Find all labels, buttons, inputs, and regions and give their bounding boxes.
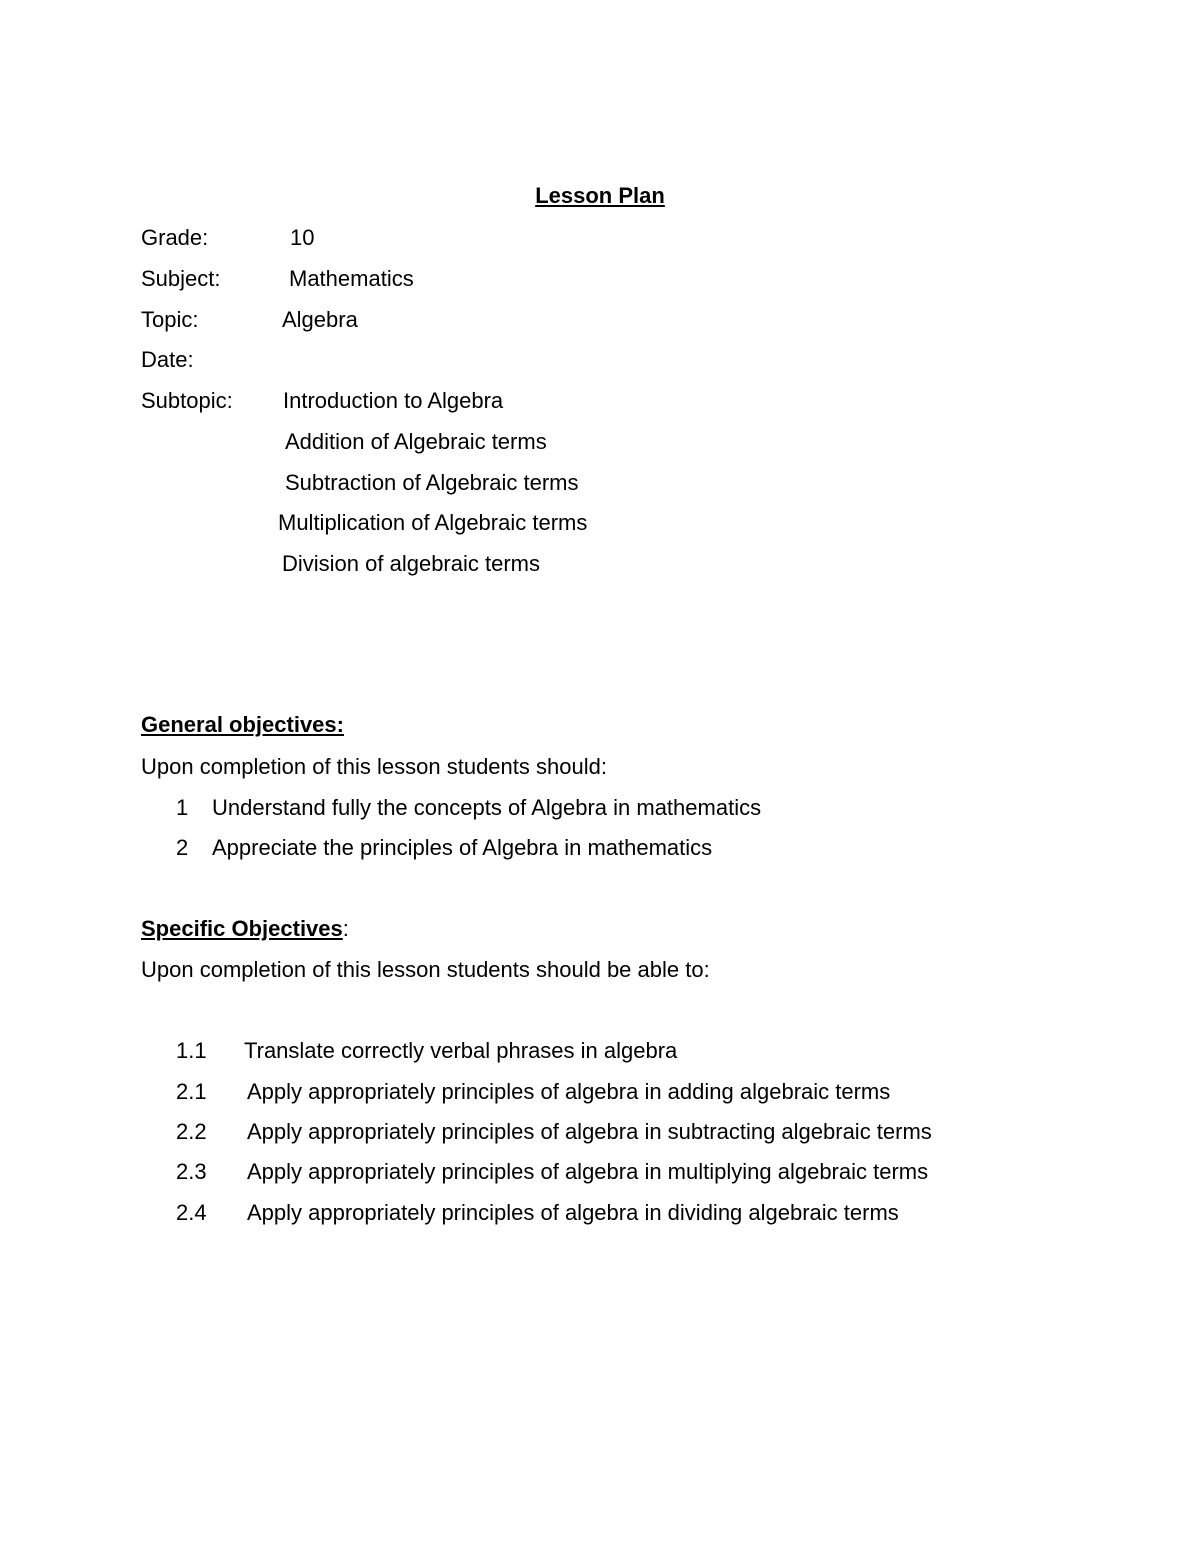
specific-objective-number: 1.1: [176, 1038, 207, 1063]
specific-objective-text: Apply appropriately principles of algebra in adding algebraic terms: [247, 1079, 891, 1104]
specific-objective-text: Apply appropriately principles of algebra in multiplying algebraic terms: [247, 1159, 929, 1184]
general-objective-number: 1: [176, 795, 189, 820]
subtopic-item: Addition of Algebraic terms: [285, 429, 547, 454]
specific-objectives-intro: Upon completion of this lesson students should be able to:: [141, 957, 710, 982]
topic-label: Topic:: [141, 307, 199, 332]
subtopic-item: Division of algebraic terms: [282, 551, 540, 576]
specific-objectives-heading-line: [141, 918, 349, 940]
topic-value: Algebra: [282, 307, 358, 332]
subject-value: Mathematics: [289, 266, 414, 291]
specific-objectives-heading: Specific Objectives: [141, 916, 343, 941]
subject-label: Subject:: [141, 266, 221, 291]
subtopic-item: Multiplication of Algebraic terms: [278, 510, 588, 535]
subtopic-label: Subtopic:: [141, 388, 233, 413]
general-objectives-intro: Upon completion of this lesson students should:: [141, 754, 607, 779]
general-objective-number: 2: [176, 835, 189, 860]
grade-value: 10: [290, 225, 315, 250]
specific-objective-number: 2.3: [176, 1159, 207, 1184]
subtopic-item: Subtraction of Algebraic terms: [285, 470, 579, 495]
general-objective-text: Understand fully the concepts of Algebra in mathematics: [212, 795, 762, 820]
specific-objective-text: Apply appropriately principles of algebra in subtracting algebraic terms: [247, 1119, 932, 1144]
date-label: Date:: [141, 347, 194, 372]
grade-label: Grade:: [141, 225, 209, 250]
specific-objective-text: Apply appropriately principles of algebra in dividing algebraic terms: [247, 1200, 899, 1225]
general-objectives-heading: General objectives:: [141, 712, 344, 737]
specific-objective-text: Translate correctly verbal phrases in algebra: [244, 1038, 678, 1063]
specific-objective-number: 2.4: [176, 1200, 207, 1225]
specific-objective-number: 2.1: [176, 1079, 207, 1104]
specific-objective-number: 2.2: [176, 1119, 207, 1144]
subtopic-item: Introduction to Algebra: [283, 388, 504, 413]
page-title: Lesson Plan: [535, 183, 665, 208]
general-objective-text: Appreciate the principles of Algebra in mathematics: [212, 835, 713, 860]
specific-objectives-colon: :: [342, 916, 349, 941]
